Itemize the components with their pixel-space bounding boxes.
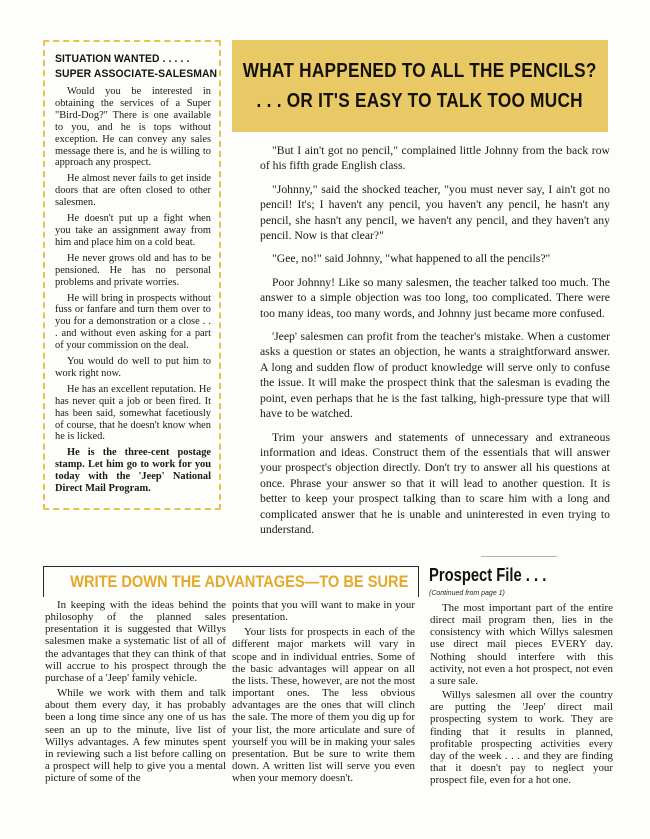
section-divider — [481, 556, 557, 557]
advantages-paragraph: In keeping with the ideas behind the philosophy of the planned sales presentation it is suggested that Willys salesmen make a systematic list of all of the advantages that they can think of that will accrue to his prospect through the purchase of a 'Jeep' family vehicle. — [45, 599, 226, 684]
headline-line2: . . . OR IT'S EASY TO TALK TOO MUCH — [256, 90, 584, 112]
sidebar-paragraph: Would you be interested in obtaining the services of a Super "Bird-Dog?" There is one available to you, and he is tops without exception. He can convey any sales message there is, and he is willing to approach any prospect. — [55, 86, 211, 169]
article-paragraph: Trim your answers and statements of unnecessary and extraneous information and ideas. Construct them of the essentials that will answer your prospect's objection directly. Don't try to answer all his questions at once. Phrase your answer so that it will lead to another question. It is better to keep your prospect talking than to scare him with a long and complicated answer that he is unable and uninterested in even trying to understand. — [260, 430, 610, 536]
article-paragraph: "But I ain't got no pencil," complained little Johnny from the back row of his fifth grade English class. — [260, 144, 610, 173]
advantages-column-1 — [45, 599, 226, 787]
advantages-heading-box — [43, 566, 419, 597]
article-paragraph: Poor Johnny! Like so many salesmen, the teacher talked too much. The answer to a simple objection was too long, too complicated. There were too many ideas, too many words, and Johnny just became more confused. — [260, 275, 610, 320]
sidebar-paragraph: He doesn't put up a fight when you take an assignment away from him and place him on a cold beat. — [55, 213, 211, 248]
sidebar-paragraph: He will bring in prospects without fuss or fanfare and turn them over to you for a demonstration or a close . . . and without even asking for a part of your commission on the deal. — [55, 292, 211, 352]
sidebar-closing: He is the three-cent postage stamp. Let him go to work for you today with the 'Jeep' National Direct Mail Program. — [55, 447, 211, 495]
sidebar-title-line1: SITUATION WANTED . . . . . — [55, 53, 190, 65]
advantages-paragraph: Your lists for prospects in each of the different major markets will vary in scope and in individual entries. Some of the basic advantages will appear on all the lists. These, however, are not the most important ones. The less obvious advantages are the ones that will clinch the sale. The more of them you dig up for your list, the more articulate and sure of yourself you will be in making your sales presentation. But be sure to write them down. A written list will serve you even when your memory doesn't. — [232, 626, 415, 785]
article-paragraph: "Johnny," said the shocked teacher, "you must never say, I ain't got no pencil! It's; I haven't any pencil, you haven't any pencil, he hasn't any pencil, she hasn't any pencil, we haven't any pencil, and they haven't any pencil. Now is that clear?" — [260, 182, 610, 243]
prospect-paragraph: The most important part of the entire direct mail program then, lies in the consistency with which Willys salesmen use direct mail pieces EVERY day. Nothing should interfere with this activity, not even a hot prospect, not even a sure sale. — [430, 602, 613, 687]
sidebar-paragraph: He has an excellent reputation. He has never quit a job or been fired. It has been said, somewhat facetiously of course, that he doesn't know when he is licked. — [55, 383, 211, 443]
prospect-paragraph: Willys salesmen all over the country are putting the 'Jeep' direct mail prospecting system to work. They are finding that it results in planned, profitable prospecting activities every day of the week . . . and they are finding that it doesn't pay to neglect your prospect file, even for a hot one. — [430, 689, 613, 787]
article-paragraph: "Gee, no!" said Johnny, "what happened to all the pencils?" — [272, 252, 551, 266]
prospect-file-column — [430, 602, 613, 788]
sidebar-paragraph: He never grows old and has to be pensioned. He has no personal problems and private worries. — [55, 252, 211, 288]
advantages-heading: WRITE DOWN THE ADVANTAGES—TO BE SURE — [70, 572, 409, 591]
advantages-column-2 — [232, 599, 415, 787]
continued-note: (Continued from page 1) — [429, 590, 505, 597]
headline-line1: WHAT HAPPENED TO ALL THE PENCILS? — [243, 60, 597, 82]
advantages-paragraph: points that you will want to make in your presentation. — [232, 599, 415, 624]
article-paragraph: 'Jeep' salesmen can profit from the teacher's mistake. When a customer asks a question or states an objection, he wants a straightforward answer. A long and sudden flow of product knowledge will serve only to confuse the issue. It will make the prospect think that the salesman is evading the point, even perhaps that he is the fast talking, high-pressure type that will have to be watched. — [260, 330, 610, 421]
situation-wanted-box — [43, 40, 221, 510]
main-article — [260, 143, 610, 545]
sidebar-title-line2: SUPER ASSOCIATE-SALESMAN — [55, 68, 218, 80]
advantages-paragraph: While we work with them and talk about them every day, it has probably been a long time since any one of us has seen an up to the minute, live list of Willys advantages. A few minutes spent in reviewing such a list before calling on a prospect will help to give you a mental picture of some of the — [45, 687, 226, 785]
sidebar-paragraph: You would do well to put him to work right now. — [55, 356, 211, 379]
sidebar-body — [55, 86, 211, 495]
prospect-file-title: Prospect File . . . — [429, 565, 547, 585]
sidebar-paragraph: He almost never fails to get inside doors that are often closed to other salesmen. — [55, 173, 211, 209]
headline-banner — [232, 40, 608, 132]
